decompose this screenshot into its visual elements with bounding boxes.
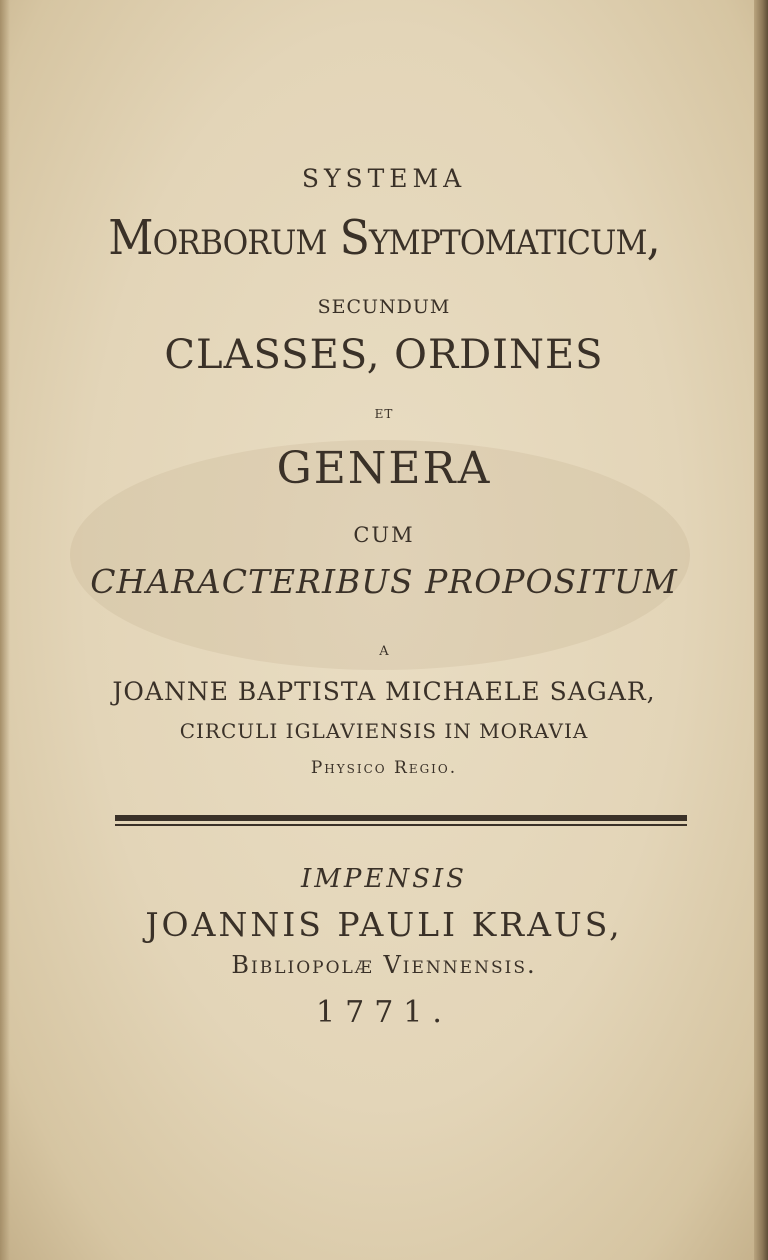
title-genera: GENERA xyxy=(276,443,492,494)
title-secundum: SECUNDUM xyxy=(317,296,451,318)
title-morborum: Morborum Symptomaticum, xyxy=(108,210,660,266)
imprint-publisher: JOANNIS PAULI KRAUS, xyxy=(145,905,623,944)
author-title: Physico Regio. xyxy=(310,758,458,778)
imprint-bibliopolae: Bibliopolæ Viennensis. xyxy=(231,951,537,979)
title-a: A xyxy=(379,644,389,659)
title-classes-ordines: CLASSES, ORDINES xyxy=(164,332,604,378)
author-region: CIRCULI IGLAVIENSIS IN MORAVIA xyxy=(179,719,589,743)
author-name: JOANNE BAPTISTA MICHAELE SAGAR, xyxy=(112,677,656,706)
double-rule-divider xyxy=(115,815,687,828)
imprint-impensis: IMPENSIS xyxy=(300,864,467,894)
imprint-year: 1771. xyxy=(316,995,452,1030)
title-cum: CUM xyxy=(353,523,415,547)
title-systema: SYSTEMA xyxy=(301,164,467,193)
title-characteribus: CHARACTERIBUS PROPOSITUM xyxy=(90,562,678,601)
title-et: ET xyxy=(374,407,394,421)
